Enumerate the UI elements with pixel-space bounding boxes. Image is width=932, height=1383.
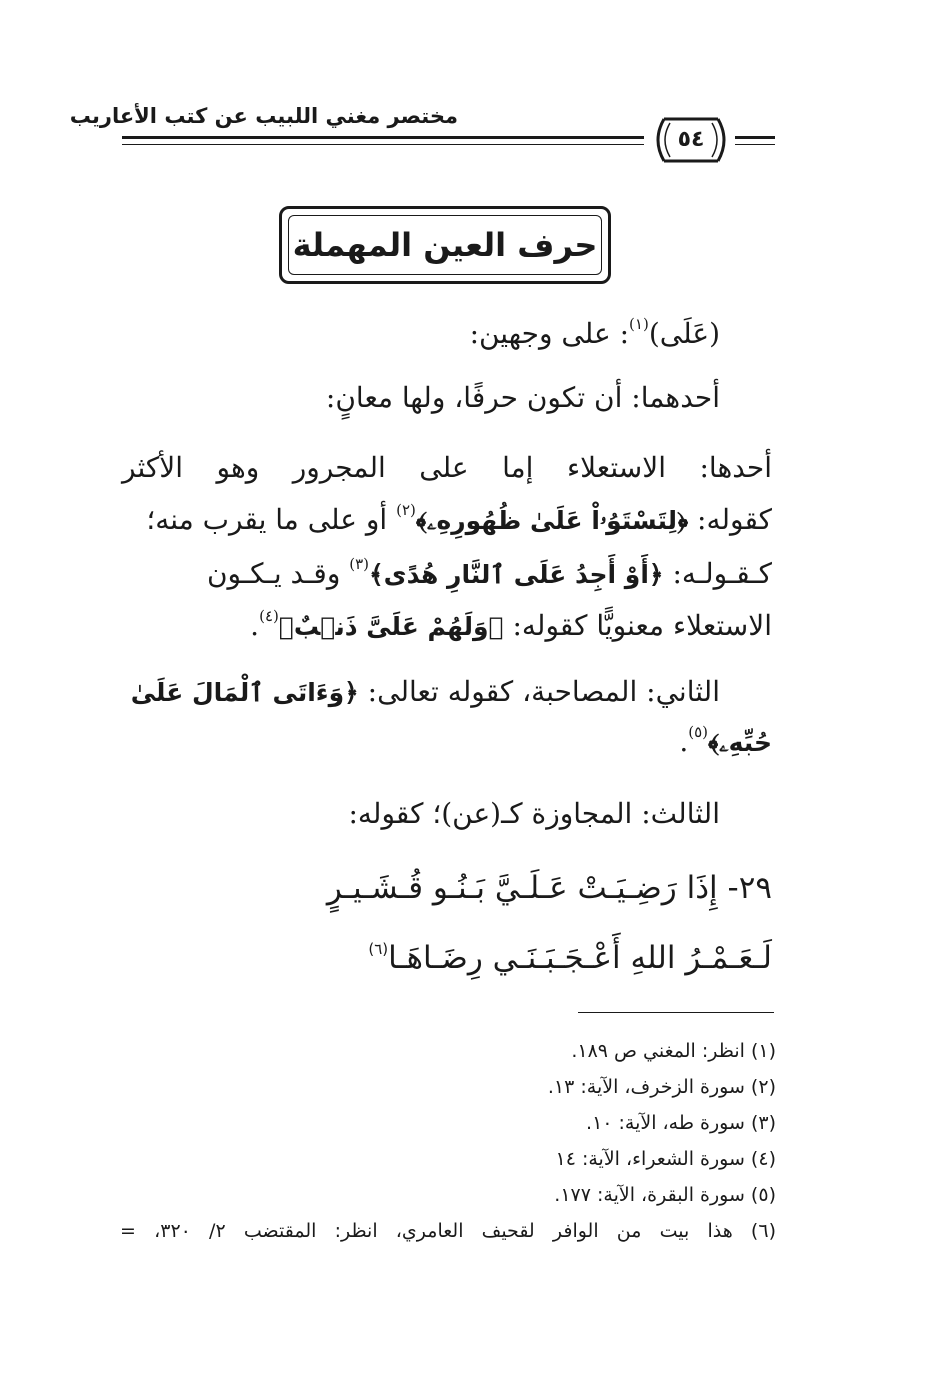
body-line-6	[250, 606, 772, 647]
body-text: .	[679, 725, 689, 758]
body-text: الاستعلاء معنويًّا كقوله:	[503, 609, 772, 642]
quran-quote-1: ﴿لِتَسْتَوُۥاْ عَلَىٰ ظُهُورِهِۦ﴾	[415, 506, 689, 535]
body-text: .	[250, 609, 260, 642]
body-text: كـقـولـه:	[663, 557, 772, 590]
chapter-heading-box	[279, 206, 611, 284]
quran-quote-4-end: حُبِّهِۦ﴾	[708, 728, 772, 757]
body-text: وقـد يـكـون	[206, 557, 350, 590]
body-line-7	[131, 672, 720, 713]
quran-quote-2: ﴿أَوْ أَجِدُ عَلَى ٱلنَّارِ هُدًى﴾	[369, 560, 664, 589]
footnote-ref-1: (١)	[629, 315, 649, 333]
footnote-4: (٤) سورة الشعراء، الآية: ١٤	[555, 1148, 776, 1170]
header-rule	[122, 136, 644, 145]
quran-quote-3: ﴿وَلَهُمْ عَلَىَّ ذَنۢبٌ﴾	[278, 612, 504, 641]
poetry-verse-second-hemistich	[368, 934, 772, 982]
footnote-6: (٦) هذا بيت من الوافر لقحيف العامري، انظر: المقتضب ٢/ ٣٢٠، =	[120, 1220, 776, 1242]
footnote-2: (٢) سورة الزخرف، الآية: ١٣.	[547, 1076, 776, 1098]
footnote-ref-3: (٣)	[349, 555, 370, 573]
body-line-4	[146, 500, 772, 541]
page-number: ٥٤	[677, 127, 705, 152]
body-line-9: الثالث: المجاوزة كـ(عن)؛ كقوله:	[348, 797, 720, 830]
footnote-1: (١) انظر: المغني ص ١٨٩.	[571, 1040, 776, 1062]
body-text: الثاني: المصاحبة، كقوله تعالى:	[358, 675, 720, 708]
footnote-ref-4: (٤)	[259, 607, 279, 625]
footnote-ref-2: (٢)	[396, 501, 416, 519]
verse-text: لَـعَـمْـرُ اللهِ أَعْـجَـبَـنَـي رِضَـاهَـا	[388, 940, 772, 976]
body-text: : على وجهين:	[469, 317, 630, 350]
footnote-ref-5: (٥)	[688, 723, 709, 741]
body-line-5	[207, 554, 772, 595]
body-text: أو على ما يقرب منه؛	[146, 503, 397, 536]
body-text: كقوله:	[688, 503, 772, 536]
header-rule-right	[735, 136, 775, 145]
chapter-title: حرف العين المهملة	[292, 226, 598, 264]
footnote-3: (٣) سورة طه، الآية: ١٠.	[586, 1112, 776, 1134]
footnote-5: (٥) سورة البقرة، الآية: ١٧٧.	[554, 1184, 776, 1206]
body-line-1	[470, 314, 720, 354]
body-line-3: أحدها: الاستعلاء إما على المجرور وهو الأكثر	[122, 451, 772, 484]
term: (عَلَى)	[648, 317, 720, 350]
poetry-verse-first-hemistich: ٢٩- إِذَا رَضِـيَـتْ عَـلَـيَّ بَـنُـو قُـشَـيـرٍ	[326, 870, 772, 906]
body-line-2: أحدهما: أن تكون حرفًا، ولها معانٍ:	[325, 381, 720, 414]
body-line-8	[679, 722, 772, 763]
running-title: مختصر مغني اللبيب عن كتب الأعاريب	[69, 104, 458, 128]
quran-quote-4: ﴿وَءَاتَى ٱلْمَالَ عَلَىٰ	[130, 678, 359, 707]
footnote-ref-6: (٦)	[368, 940, 389, 958]
footnote-separator	[578, 1012, 774, 1013]
